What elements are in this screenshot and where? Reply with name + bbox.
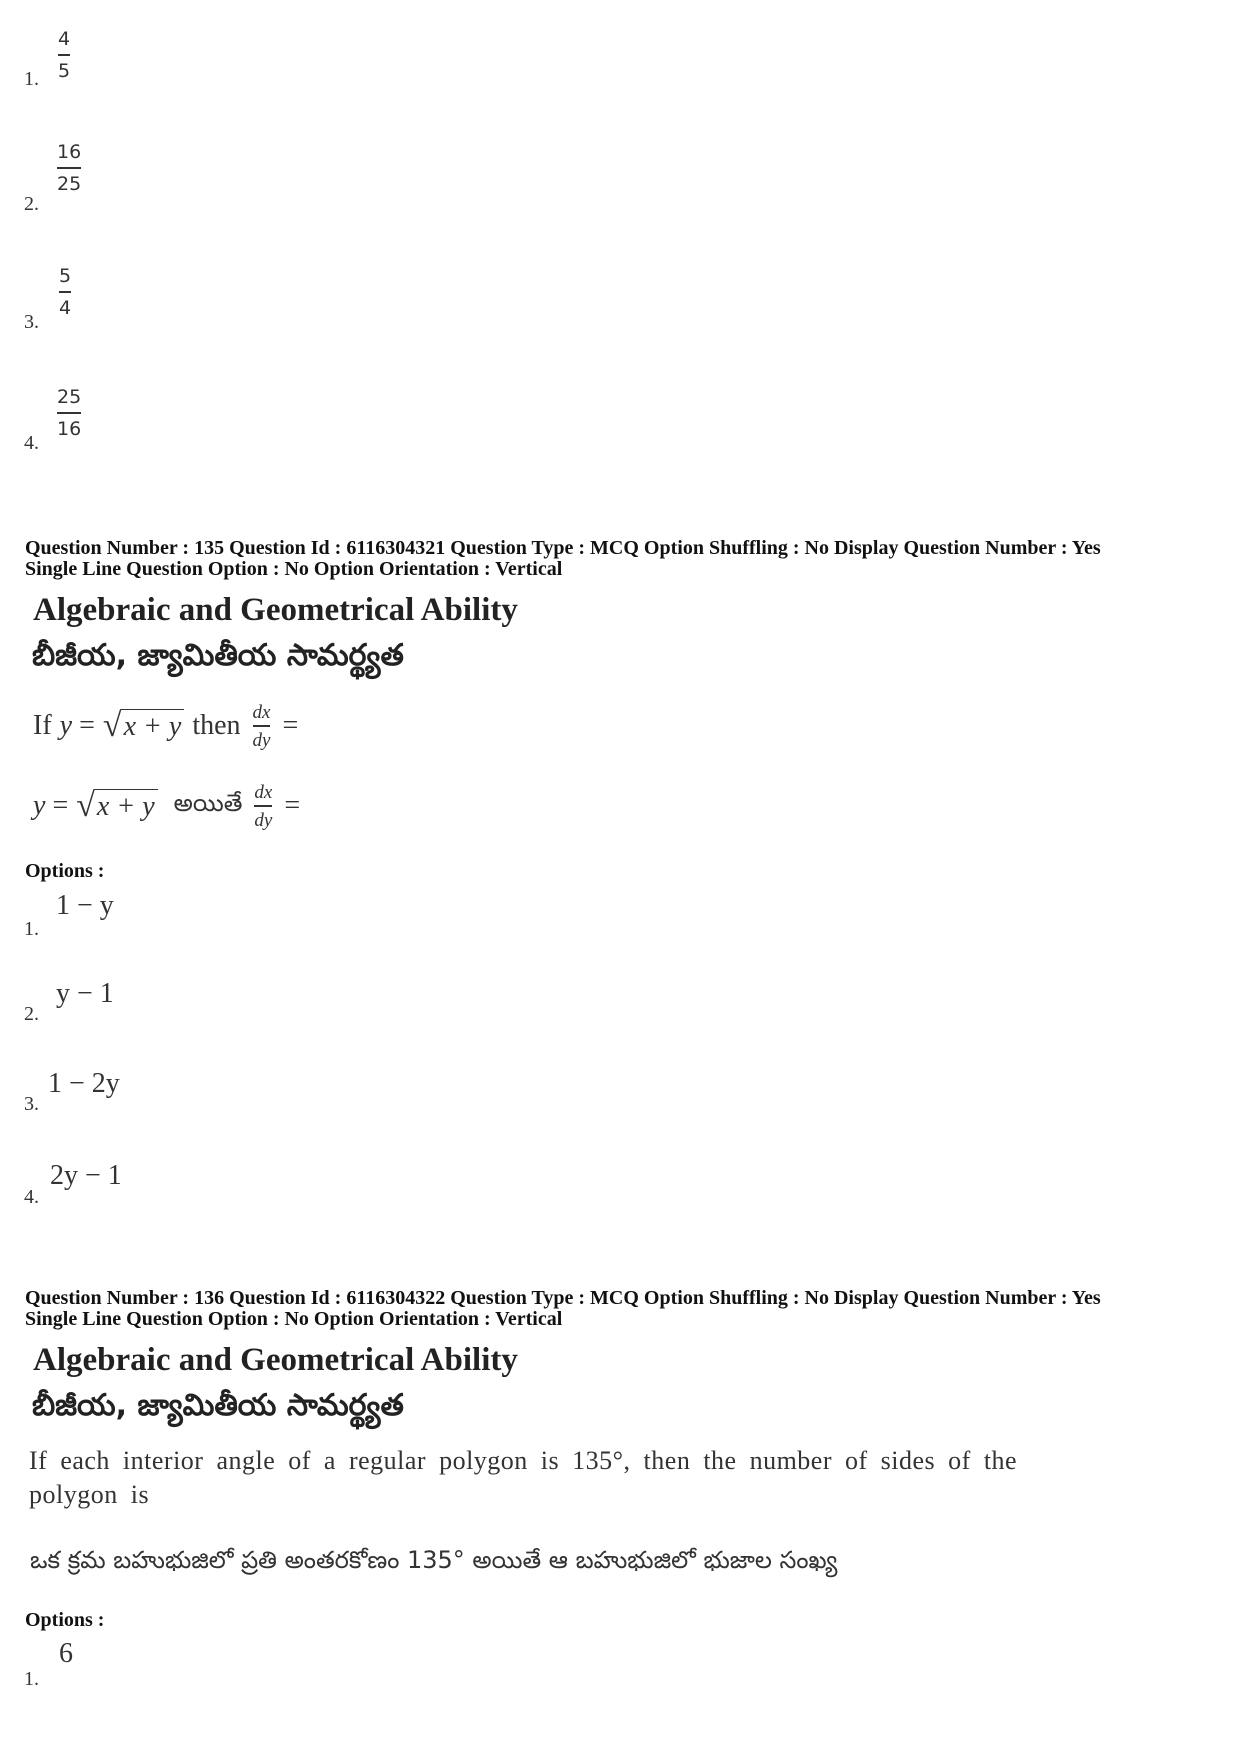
sqrt-expression [76,789,157,823]
sqrt-expression [103,709,184,743]
radical-sign: √ [76,787,95,825]
subject-title-telugu: బీజీయ, జ్యామితీయ సామర్థ్యత [32,638,404,673]
options-label: Options : [25,1609,105,1631]
derivative-denominator: dy [254,809,273,831]
derivative-denominator: dy [252,729,271,751]
options-label: Options : [25,860,105,882]
radicand: x + y [94,789,158,823]
radicand: x + y [121,709,185,743]
option-2-value: y − 1 [56,978,114,1009]
fraction-denominator: 5 [58,59,71,82]
equation-lhs: y = [33,790,69,822]
question-if-word: If [33,710,52,742]
question-meta-line-1: Question Number : 136 Question Id : 6116304322 Question Type : MCQ Option Shuffling : No Display Question Number : Yes [25,1287,1101,1309]
question-text-telugu: ఒక క్రమ బహుభుజిలో ప్రతి అంతరకోణం 135° అయితే ఆ బహుభుజిలో భుజాల సంఖ్య [30,1546,838,1574]
subject-title-english: Algebraic and Geometrical Ability [33,1342,518,1378]
question-text-telugu [33,783,300,830]
equals-sign: = [282,710,299,742]
option-number: 1. [24,1668,39,1690]
fraction-bar [59,291,71,293]
fraction-bar [254,805,272,807]
telugu-then-word: అయితే [173,789,243,818]
fraction-bar [253,725,271,727]
equals-sign: = [284,790,301,822]
derivative-fraction [254,783,272,830]
derivative-numerator: dx [254,782,273,803]
derivative-fraction [253,703,271,750]
question-meta-line-2: Single Line Question Option : No Option Orientation : Vertical [25,558,563,580]
option-number: 4. [24,432,39,454]
question-meta-line-2: Single Line Question Option : No Option Orientation : Vertical [25,1308,563,1330]
equation-lhs: y = [59,710,95,742]
option-fraction [57,143,81,194]
subject-title-english: Algebraic and Geometrical Ability [33,592,518,628]
fraction-bar [57,412,81,414]
fraction-numerator: 25 [57,386,82,408]
fraction-bar [57,167,81,169]
option-fraction [57,388,81,439]
option-fraction [58,30,70,81]
fraction-denominator: 25 [57,172,82,195]
option-3-value: 1 − 2y [48,1068,120,1099]
option-number: 3. [24,311,39,333]
question-then-word: then [192,710,241,742]
question-text-english-line-1: If each interior angle of a regular polygon is 135°, then the number of sides of the [29,1446,1018,1475]
fraction-denominator: 16 [57,417,82,440]
option-1-value: 1 − y [56,890,114,921]
fraction-numerator: 16 [57,141,82,163]
option-number: 1. [24,68,39,90]
option-number: 1. [24,918,39,940]
radical-sign: √ [102,707,122,745]
option-number: 3. [24,1093,39,1115]
option-number: 2. [24,193,39,215]
fraction-numerator: 4 [58,28,71,50]
fraction-numerator: 5 [59,265,72,287]
derivative-numerator: dx [252,702,271,723]
option-4-value: 2y − 1 [50,1160,122,1191]
fraction-bar [58,54,70,56]
fraction-denominator: 4 [59,296,72,319]
option-fraction [59,267,71,318]
question-meta-line-1: Question Number : 135 Question Id : 6116304321 Question Type : MCQ Option Shuffling : No Display Question Number : Yes [25,537,1101,559]
question-text-english-line-2: polygon is [29,1480,150,1509]
question-text-english [33,703,298,750]
option-number: 2. [24,1003,39,1025]
subject-title-telugu: బీజీయ, జ్యామితీయ సామర్థ్యత [32,1388,404,1423]
option-1-value: 6 [59,1638,73,1669]
option-number: 4. [24,1186,39,1208]
